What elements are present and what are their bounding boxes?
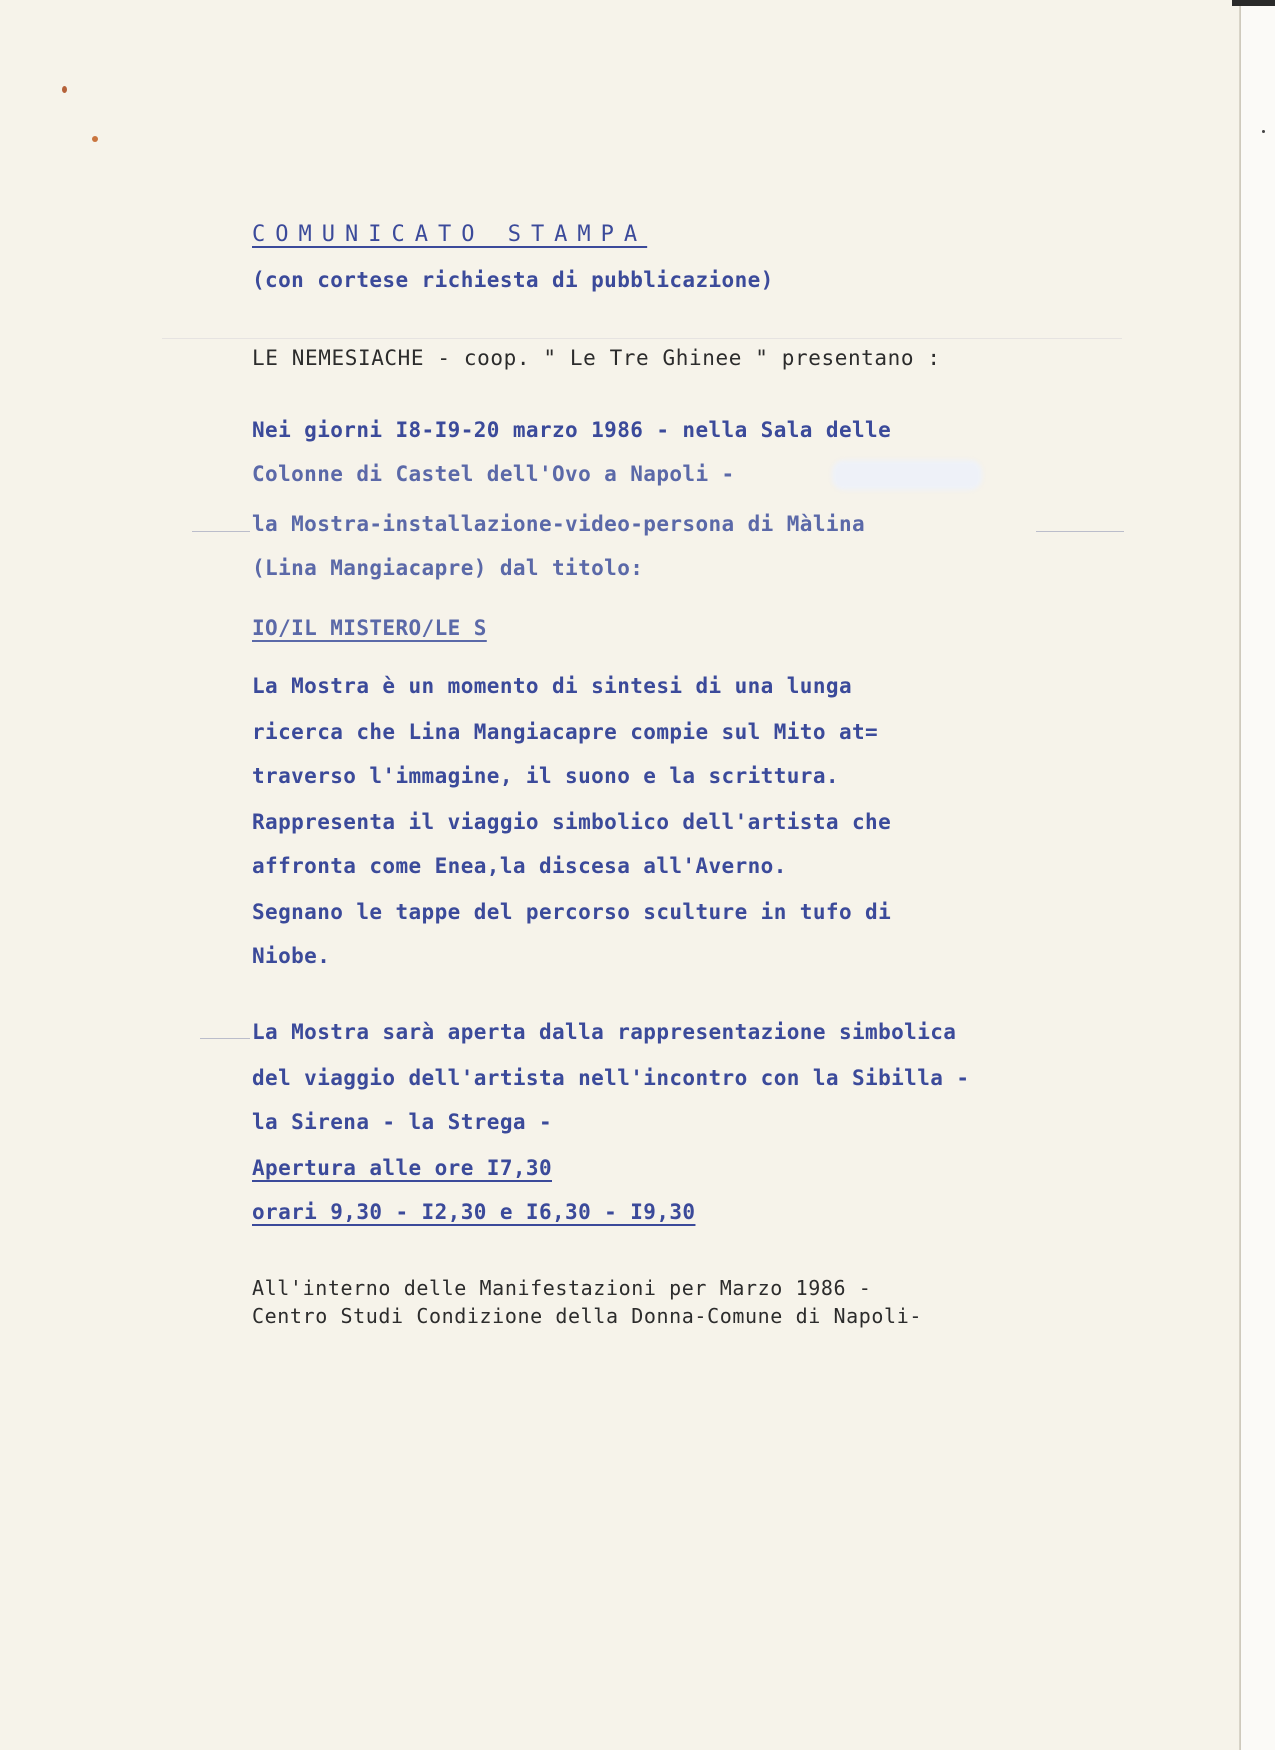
ink-speck: [1262, 130, 1265, 133]
intro-line: Nei giorni I8-I9-20 marzo 1986 - nella Sala delle: [252, 418, 892, 442]
opening-line: la Sirena - la Strega -: [252, 1110, 552, 1134]
intro-line: (Lina Mangiacapre) dal titolo:: [252, 556, 644, 580]
footer-line: Centro Studi Condizione della Donna-Comune di Napoli-: [252, 1304, 922, 1328]
ink-speck: [62, 86, 67, 93]
exhibition-title: IO/IL MISTERO/LE S: [252, 616, 487, 640]
description-line: Rappresenta il viaggio simbolico dell'artista che: [252, 810, 892, 834]
intro-line: Colonne di Castel dell'Ovo a Napoli -: [252, 462, 735, 486]
description-line: traverso l'immagine, il suono e la scrittura.: [252, 764, 839, 788]
intro-line: la Mostra-installazione-video-persona di Màlina: [252, 512, 866, 536]
opening-line: del viaggio dell'artista nell'incontro con la Sibilla -: [252, 1066, 970, 1090]
document-title: COMUNICATO STAMPA: [252, 222, 648, 247]
description-line: Niobe.: [252, 944, 331, 968]
correction-fluid-mark: [832, 460, 982, 490]
description-line: La Mostra è un momento di sintesi di una lunga: [252, 674, 852, 698]
opening-hours: orari 9,30 - I2,30 e I6,30 - I9,30: [252, 1200, 696, 1224]
description-line: ricerca che Lina Mangiacapre compie sul Mito at=: [252, 720, 879, 744]
ink-speck: [92, 136, 98, 142]
presenters-line: LE NEMESIACHE - coop. " Le Tre Ghinee " presentano :: [252, 346, 941, 370]
footer-line: All'interno delle Manifestazioni per Marzo 1986 -: [252, 1276, 872, 1300]
opening-line: La Mostra sarà aperta dalla rappresentazione simbolica: [252, 1020, 957, 1044]
typed-dash-mark: [192, 531, 250, 532]
typed-dash-mark: [1036, 531, 1124, 532]
opening-time: Apertura alle ore I7,30: [252, 1156, 552, 1180]
description-line: affronta come Enea,la discesa all'Averno.: [252, 854, 787, 878]
scan-edge: [1240, 0, 1275, 1750]
paper-fold-line: [162, 338, 1122, 339]
scan-corner-shadow: [1232, 0, 1275, 6]
description-line: Segnano le tappe del percorso sculture in tufo di: [252, 900, 892, 924]
document-subtitle: (con cortese richiesta di pubblicazione): [252, 268, 774, 292]
typed-dash-mark: [200, 1038, 250, 1039]
